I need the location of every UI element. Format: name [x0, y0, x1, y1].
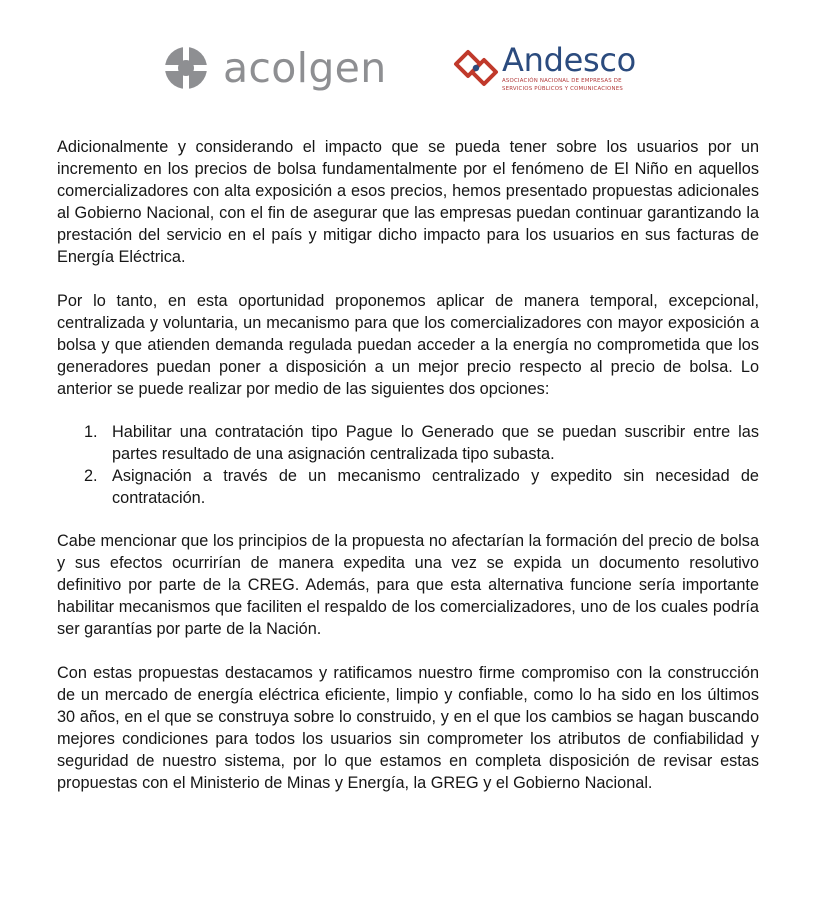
list-item-number: 2.	[84, 467, 98, 485]
list-item-text: Habilitar una contratación tipo Pague lo Generado que se puedan suscribir entre las partes resultado de una asignación centralizada tipo subasta.	[112, 423, 759, 463]
acolgen-wordmark: acolgen	[223, 43, 387, 92]
list-item-text: Asignación a través de un mecanismo centralizado y expedito sin necesidad de contratación.	[112, 467, 759, 507]
letter-body	[57, 136, 759, 794]
andesco-subtitle-line-1: ASOCIACIÓN NACIONAL DE EMPRESAS DE	[502, 77, 622, 84]
options-list	[57, 421, 759, 509]
andesco-mark-icon	[452, 46, 500, 90]
acolgen-logo	[161, 40, 386, 96]
acolgen-mark-icon	[161, 43, 211, 93]
paragraph-proposal: Por lo tanto, en esta oportunidad proponemos aplicar de manera temporal, excepcional, centralizada y voluntaria, un mecanismo para que los comercializadores con mayor exposición a bolsa y que atienden demanda regulada puedan acceder a la energía no comprometida que los generadores puedan poner a disposición a un mejor precio respecto al precio de bolsa. Lo anterior se puede realizar por medio de las siguientes dos opciones:	[57, 292, 759, 398]
paragraph-principles: Cabe mencionar que los principios de la propuesta no afectarían la formación del precio de bolsa y sus efectos ocurrirían de manera expedita una vez se expida un documento resolutivo definitivo por parte de la CREG. Además, para que esta alternativa funcione sería importante habilitar mecanismos que faciliten el respaldo de los comercializadores, uno de los cuales podría ser garantías por parte de la Nación.	[57, 532, 759, 638]
letterhead	[0, 36, 816, 100]
list-item-number: 1.	[84, 423, 98, 441]
paragraph-impact: Adicionalmente y considerando el impacto que se pueda tener sobre los usuarios por un incremento en los precios de bolsa fundamentalmente por el fenómeno de El Niño en aquellos comercializadores con alta exposición a esos precios, hemos presentado propuestas adicionales al Gobierno Nacional, con el fin de asegurar que las empresas puedan continuar garantizando la prestación del servicio en el país y mitigar dicho impacto para los usuarios en sus facturas de Energía Eléctrica.	[57, 138, 759, 266]
paragraph-commitment: Con estas propuestas destacamos y ratificamos nuestro firme compromiso con la construcción de un mercado de energía eléctrica eficiente, limpio y confiable, como lo ha sido en los últimos 30 años, en el que se construya sobre lo construido, y en el que los cambios se hagan buscando mejores condiciones para todos los usuarios sin comprometer los atributos de confiabilidad y seguridad de nuestro sistema, por lo que estamos en completa disposición de revisar estas propuestas con el Ministerio de Minas y Energía, la GREG y el Gobierno Nacional.	[57, 664, 759, 792]
list-item	[57, 421, 759, 465]
andesco-logo	[452, 40, 636, 96]
andesco-subtitle-line-2: SERVICIOS PÚBLICOS Y COMUNICACIONES	[502, 86, 623, 92]
list-item	[57, 465, 759, 509]
andesco-wordmark: Andesco	[502, 40, 636, 79]
